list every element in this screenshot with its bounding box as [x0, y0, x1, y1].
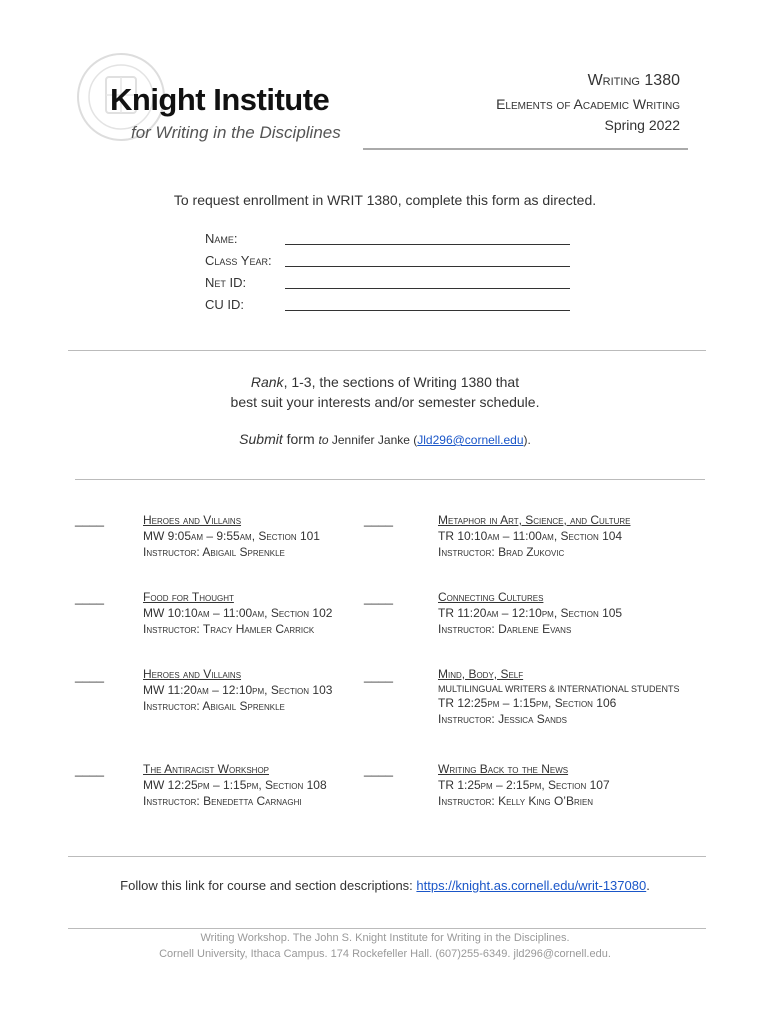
- term: Spring 2022: [604, 117, 680, 133]
- submit-email-link[interactable]: Jld296@cornell.edu: [417, 433, 524, 447]
- rank-blank-103[interactable]: ____: [75, 668, 104, 683]
- footer-line2: Cornell University, Ithaca Campus. 174 Rockefeller Hall. (607)255-6349. jld296@cornell.edu.: [159, 948, 611, 960]
- course-time: MW 12:25pm – 1:15pm, Section 108: [143, 778, 327, 792]
- course-time: TR 12:25pm – 1:15pm, Section 106: [438, 696, 617, 710]
- course-time: MW 11:20am – 12:10pm, Section 103: [143, 683, 333, 697]
- class-year-field[interactable]: [285, 266, 570, 267]
- course-title: Heroes and Villains: [143, 667, 242, 681]
- course-instructor: Instructor: Jessica Sands: [438, 712, 567, 726]
- class-year-label: Class Year:: [205, 253, 272, 268]
- course-title: The Antiracist Workshop: [143, 762, 270, 776]
- logo-subtitle: for Writing in the Disciplines: [131, 123, 341, 142]
- submit-end: ).: [523, 433, 531, 447]
- cu-id-label: CU ID:: [205, 297, 244, 312]
- course-time: MW 10:10am – 11:00am, Section 102: [143, 606, 333, 620]
- intro-text: To request enrollment in WRIT 1380, complete this form as directed.: [173, 192, 597, 208]
- submit-instruction: [0, 431, 770, 447]
- course-instructor: Instructor: Brad Zukovic: [438, 545, 565, 559]
- rank-blank-101[interactable]: ____: [75, 512, 104, 527]
- follow-text: Follow this link for course and section descriptions:: [120, 878, 417, 893]
- name-label: Name:: [205, 231, 238, 246]
- course-title: Food for Thought: [143, 590, 234, 604]
- course-time: TR 1:25pm – 2:15pm, Section 107: [438, 778, 610, 792]
- submit-emphasis: Submit: [239, 431, 283, 447]
- course-102: [143, 590, 332, 636]
- rank-blank-105[interactable]: ____: [364, 590, 393, 605]
- course-title: Connecting Cultures: [438, 590, 544, 604]
- follow-link-line: [0, 878, 770, 893]
- net-id-field[interactable]: [285, 288, 570, 289]
- divider: [68, 856, 706, 857]
- rank-blank-107[interactable]: ____: [364, 762, 393, 777]
- submit-to: to: [318, 433, 329, 447]
- logo-title: Knight Institute: [110, 82, 330, 117]
- course-106: [438, 667, 680, 726]
- submit-name: Jennifer Janke (: [328, 433, 418, 447]
- rank-text: , 1-3, the sections of Writing 1380 that: [283, 374, 520, 390]
- course-title: Writing Back to the News: [438, 762, 569, 776]
- net-id-label: Net ID:: [205, 275, 247, 290]
- course-instructor: Instructor: Abigail Sprenkle: [143, 545, 285, 559]
- course-time: TR 10:10am – 11:00am, Section 104: [438, 529, 623, 543]
- course-103: [143, 667, 332, 713]
- course-105: [438, 590, 622, 636]
- rank-blank-106[interactable]: ____: [364, 668, 393, 683]
- course-instructor: Instructor: Darlene Evans: [438, 622, 572, 636]
- course-instructor: Instructor: Kelly King O’Brien: [438, 794, 594, 808]
- course-time: MW 9:05am – 9:55am, Section 101: [143, 529, 320, 543]
- course-name: Elements of Academic Writing: [496, 96, 680, 112]
- course-time: TR 11:20am – 12:10pm, Section 105: [438, 606, 623, 620]
- course-instructor: Instructor: Benedetta Carnaghi: [143, 794, 302, 808]
- name-field[interactable]: [285, 244, 570, 245]
- footer-line1: Writing Workshop. The John S. Knight Institute for Writing in the Disciplines.: [200, 932, 570, 944]
- course-title: Metaphor in Art, Science, and Culture: [438, 513, 631, 527]
- rank-emphasis: Rank: [250, 374, 284, 390]
- course-descriptions-link[interactable]: https://knight.as.cornell.edu/writ-137080: [416, 878, 647, 893]
- follow-end: .: [646, 878, 650, 893]
- course-101: [143, 513, 320, 559]
- divider: [75, 479, 705, 480]
- course-title: Heroes and Villains: [143, 513, 242, 527]
- footer-divider: [68, 928, 706, 929]
- rank-blank-108[interactable]: ____: [75, 762, 104, 777]
- rank-instruction: [0, 374, 770, 390]
- rank-blank-102[interactable]: ____: [75, 590, 104, 605]
- submit-text: form: [282, 431, 319, 447]
- divider: [68, 350, 706, 351]
- rank-blank-104[interactable]: ____: [364, 512, 393, 527]
- course-instructor: Instructor: Abigail Sprenkle: [143, 699, 285, 713]
- course-107: [438, 762, 610, 808]
- course-title: Mind, Body, Self: [438, 667, 524, 681]
- course-108: [143, 762, 327, 808]
- rank-instruction-line2: best suit your interests and/or semester schedule.: [230, 394, 540, 410]
- cu-id-field[interactable]: [285, 310, 570, 311]
- course-note: MULTILINGUAL WRITERS & INTERNATIONAL STUDENTS: [438, 684, 680, 694]
- course-104: [438, 513, 630, 559]
- course-instructor: Instructor: Tracy Hamler Carrick: [143, 622, 315, 636]
- header-divider: [363, 148, 688, 150]
- course-code: Writing 1380: [587, 72, 680, 89]
